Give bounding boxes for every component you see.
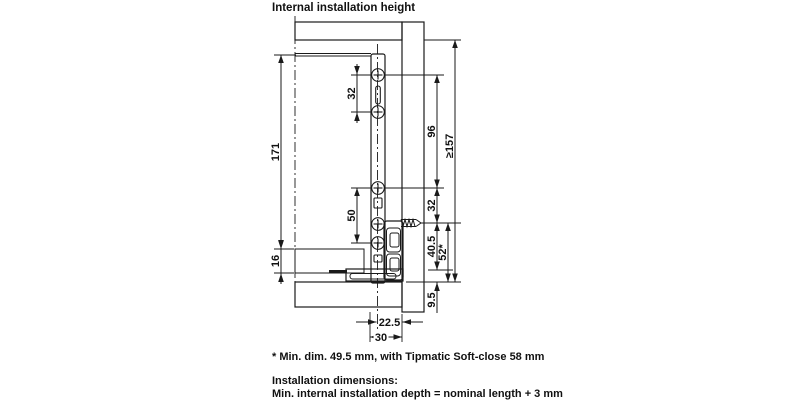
fixing-holes — [372, 69, 385, 262]
mounting-screw — [401, 220, 421, 227]
runner-profile-upper-inner — [390, 233, 399, 247]
cabinet-rear-panel — [402, 22, 424, 312]
centre-lines — [295, 16, 378, 332]
rail-slot — [376, 86, 381, 104]
dim-label-rear-hole-to-screw: 32 — [426, 199, 438, 212]
footnote-installation-detail: Min. internal installation depth = nominal length + 3 mm — [272, 388, 563, 400]
dim-label-runner-clearance: 9.5 — [426, 292, 438, 308]
footnote-installation — [272, 375, 563, 401]
runner-profile-lower — [387, 254, 401, 276]
rail-window — [374, 198, 382, 208]
footnote-installation-heading: Installation dimensions: — [272, 375, 398, 387]
dim-label-screw-to-runner-base: 40.5 — [426, 235, 438, 258]
dim-label-top-hole-pitch: 32 — [346, 87, 358, 100]
dim-label-rear-gap-total: 30 — [374, 332, 388, 344]
runner-profile-upper — [387, 228, 401, 252]
slide-runner — [329, 221, 403, 281]
dim-label-rear-gap-to-hole-axis: 22.5 — [378, 317, 401, 329]
page-title: Internal installation height — [272, 2, 416, 14]
dim-label-screw-to-cabinet-bottom: 52* — [437, 244, 449, 261]
footnote-asterisk: * Min. dim. 49.5 mm, with Tipmatic Soft-close 58 mm — [272, 351, 545, 363]
dim-label-rear-hole-to-top: 96 — [426, 125, 438, 138]
fixing-hole — [372, 237, 385, 250]
rail-window — [374, 255, 382, 262]
dim-label-drawer-bottom-thickness: 16 — [270, 254, 282, 268]
dimension-labels — [270, 87, 456, 344]
dim-label-internal-installation-height: ≥157 — [444, 133, 456, 159]
dim-label-drawer-side-height: 171 — [270, 142, 282, 162]
fixing-hole — [372, 218, 385, 231]
drawer-rear-rail — [371, 54, 385, 283]
fixing-hole — [372, 106, 385, 119]
cabinet-top-panel — [295, 22, 402, 40]
dim-label-mid-hole-pitch: 50 — [346, 209, 358, 222]
cabinet-bottom-panel — [295, 282, 402, 307]
fixing-hole — [372, 182, 385, 195]
fixing-hole — [372, 69, 385, 82]
